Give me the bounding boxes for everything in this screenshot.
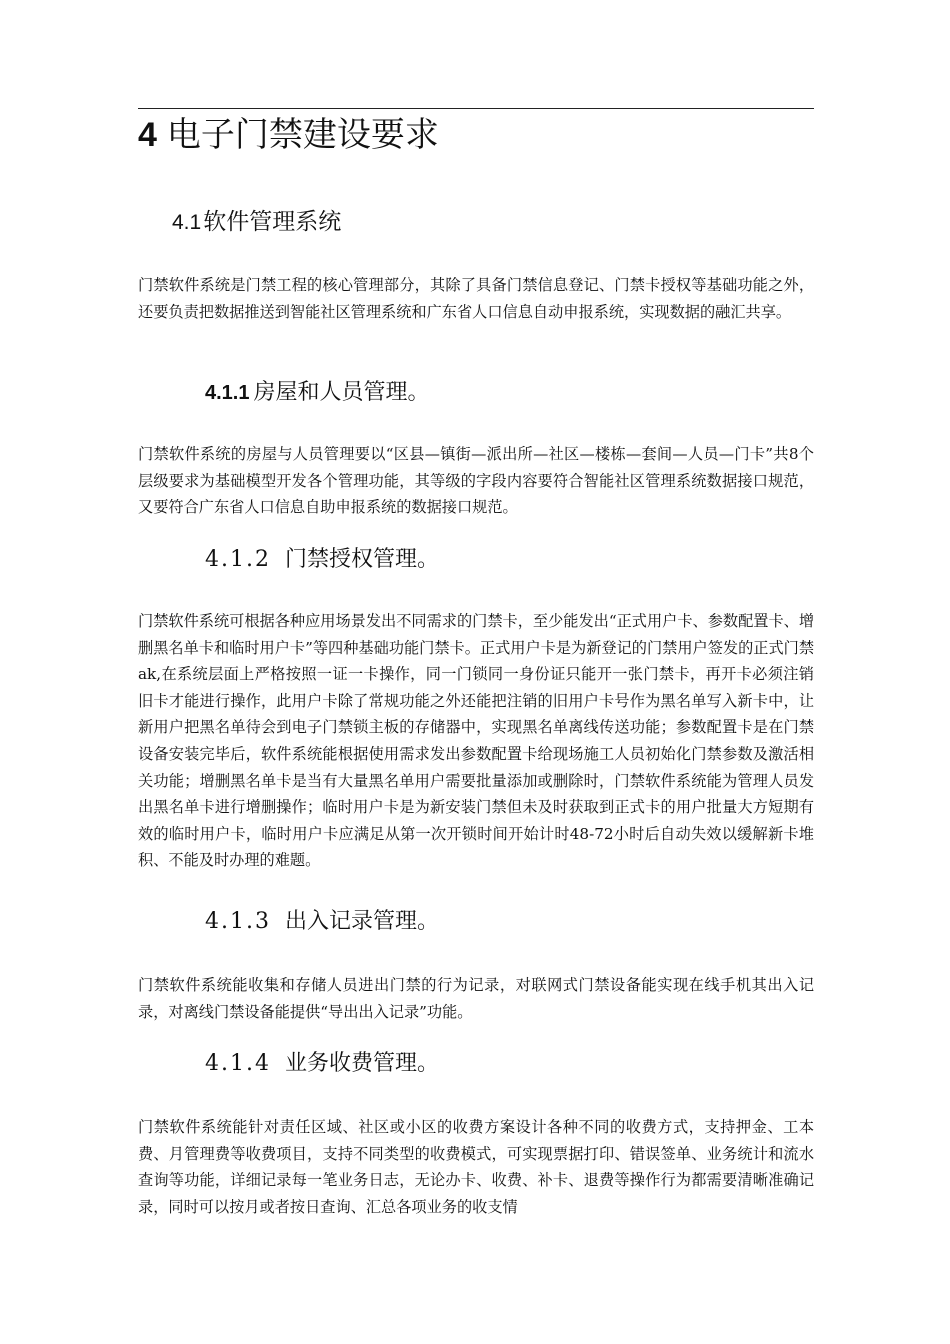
section-number: 4.1 xyxy=(172,211,202,234)
subsection-paragraph: 门禁软件系统可根据各种应用场景发出不同需求的门禁卡，至少能发出“正式用户卡、参数配置卡、增删黑名单卡和临时用户卡”等四种基础功能门禁卡。正式用户卡是为新登记的门禁用户签发的正式门禁ak,在系统层面上严格按照一证一卡操作，同一门锁同一身份证只能开一张门禁卡，再开卡必须注销旧卡才能进行操作，此用户卡除了常规功能之外还能把注销的旧用户卡号作为黑名单写入新卡中，让新用户把黑名单待会到电子门禁锁主板的存储器中，实现黑名单离线传送功能；参数配置卡是在门禁设备安装完毕后，软件系统能根据使用需求发出参数配置卡给现场施工人员初始化门禁参数及激活相关功能；增删黑名单卡是当有大量黑名单用户需要批量添加或删除时，门禁软件系统能为管理人员发出黑名单卡进行增删操作；临时用户卡是为新安装门禁但未及时获取到正式卡的用户批量大方短期有效的临时用户卡，临时用户卡应满足从第一次开锁时间开始计时48-72小时后自动失效以缓解新卡堆积、不能及时办理的难题。 xyxy=(138,612,815,870)
subsection-title: 业务收费管理。 xyxy=(284,1051,439,1076)
subsection-heading xyxy=(205,377,430,409)
subsection-heading xyxy=(205,906,439,938)
subsection-number: 4.1.4 xyxy=(205,1051,271,1076)
intro-paragraph: 门禁软件系统是门禁工程的核心管理部分，其除了具备门禁信息登记、门禁卡授权等基础功能之外，还要负责把数据推送到智能社区管理系统和广东省人口信息自动申报系统，实现数据的融汇共享。 xyxy=(138,276,814,321)
chapter-heading xyxy=(138,113,814,157)
subsection-heading xyxy=(205,544,439,576)
subsection-title: 房屋和人员管理。 xyxy=(253,380,430,405)
chapter-title: 电子门禁建设要求 xyxy=(166,115,439,155)
subsection-number: 4.1.3 xyxy=(205,909,271,934)
subsection-title: 门禁授权管理。 xyxy=(284,547,439,572)
header-rule xyxy=(138,108,814,109)
subsection-number: 4.1.2 xyxy=(205,547,271,572)
subsection-paragraph: 门禁软件系统的房屋与人员管理要以“区县—镇街—派出所—社区—楼栋—套间—人员—门卡”共8个层级要求为基础模型开发各个管理功能，其等级的字段内容要符合智能社区管理系统数据接口规范，又要符合广东省人口信息自助申报系统的数据接口规范。 xyxy=(138,445,814,517)
subsection-paragraph: 门禁软件系统能收集和存储人员进出门禁的行为记录，对联网式门禁设备能实现在线手机其出入记录，对离线门禁设备能提供“导出出入记录”功能。 xyxy=(138,976,814,1021)
subsection-paragraph: 门禁软件系统能针对责任区域、社区或小区的收费方案设计各种不同的收费方式，支持押金、工本费、月管理费等收费项目，支持不同类型的收费模式，可实现票据打印、错误签单、业务统计和流水查询等功能，详细记录每一笔业务日志，无论办卡、收费、补卡、退费等操作行为都需要清晰准确记录，同时可以按月或者按日查询、汇总各项业务的收支情 xyxy=(138,1118,814,1216)
subsection-number: 4.1.1 xyxy=(205,382,250,404)
chapter-number: 4 xyxy=(138,116,157,154)
section-heading xyxy=(172,206,341,239)
section-title: 软件管理系统 xyxy=(203,209,342,235)
subsection-heading xyxy=(205,1048,439,1080)
subsection-title: 出入记录管理。 xyxy=(284,909,439,934)
